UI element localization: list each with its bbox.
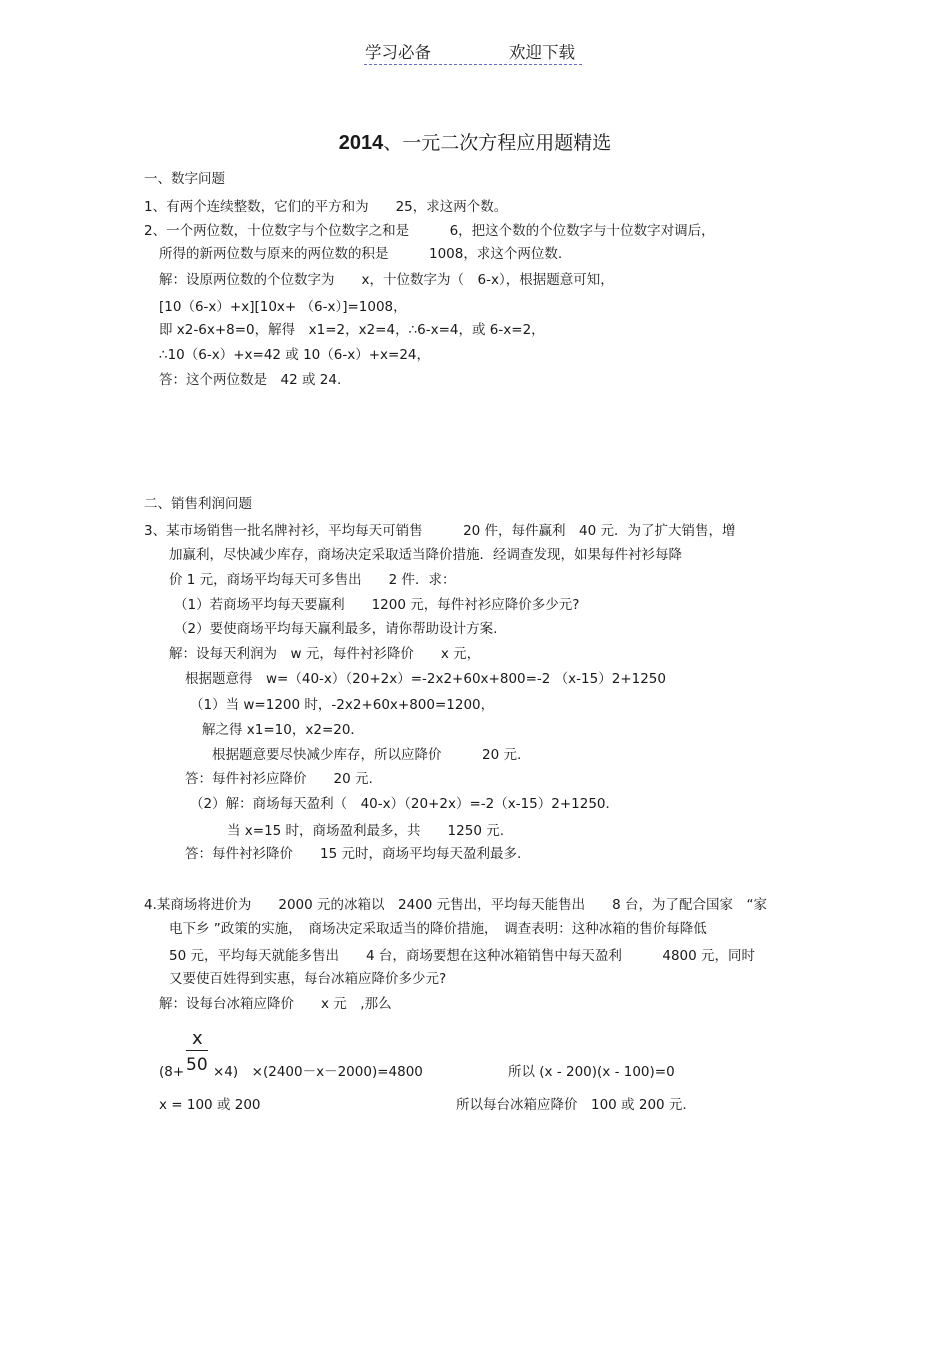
equation-prefix: (8+: [159, 1064, 185, 1080]
solution-line: （1）当 w=1200 时，-2x2+60x+800=1200，: [190, 697, 495, 713]
question-3-line-2: 加赢利，尽快减少库存，商场决定采取适当降价措施．经调查发现，如果每件衬衫每降: [169, 547, 682, 563]
answer-line: 答：每件衬衫降价 15 元时，商场平均每天盈利最多.: [185, 846, 522, 862]
question-3-part-1: （1）若商场平均每天要赢利 1200 元，每件衬衫应降价多少元?: [174, 597, 580, 613]
fraction-denominator: 50: [186, 1055, 208, 1075]
solution-line: 根据题意得 w=（40-x）（20+2x）=-2x2+60x+800=-2 （x-15）2+1250: [185, 671, 666, 687]
question-3-line-3: 价 1 元，商场平均每天可多售出 2 件．求：: [169, 572, 456, 588]
solution-line: ∴10（6-x）+x=42 或 10（6-x）+x=24，: [159, 347, 431, 363]
question-4-line-2: 电下乡 ”政策的实施， 商场决定采取适当的降价措施， 调查表明：这种冰箱的售价每降低: [169, 921, 707, 937]
question-4-line-4: 又要使百姓得到实惠，每台冰箱应降价多少元?: [169, 971, 447, 987]
question-3-part-2: （2）要使商场平均每天赢利最多，请你帮助设计方案.: [174, 621, 498, 637]
question-4-line-1: 4.某商场将进价为 2000 元的冰箱以 2400 元售出，平均每天能售出 8 台，为了配合国家 “家: [144, 897, 768, 913]
question-1: 1、有两个连续整数，它们的平方和为 25，求这两个数。: [144, 199, 508, 215]
solution-line: 根据题意要尽快减少库存，所以应降价 20 元.: [212, 747, 522, 763]
solution-line: （2）解：商场每天盈利（ 40-x）（20+2x）=-2（x-15）2+1250．: [190, 796, 620, 812]
question-4-line-3: 50 元，平均每天就能多售出 4 台，商场要想在这种冰箱销售中每天盈利 4800 元，同时: [169, 948, 755, 964]
result-values: x = 100 或 200: [159, 1097, 261, 1113]
title-year: 2014: [338, 132, 384, 154]
solution-line: 解：设每台冰箱应降价 x 元 ,那么: [159, 996, 392, 1012]
solution-line: [10（6-x）+x][10x+ （6-x）]=1008，: [159, 299, 407, 315]
fraction-numerator: x: [192, 1028, 203, 1049]
header-divider: [364, 64, 582, 65]
header-left: 学习必备: [365, 43, 431, 62]
question-2-line-2: 所得的新两位数与原来的两位数的积是 1008，求这个两位数.: [159, 246, 563, 262]
page-title: [0, 131, 950, 155]
answer-line: 答：每件衬衫应降价 20 元.: [185, 771, 373, 787]
question-2-line-1: 2、一个两位数，十位数字与个位数字之和是 6，把这个数的个位数字与十位数字对调后，: [144, 223, 715, 239]
fraction-bar: [186, 1050, 208, 1051]
solution-line: 当 x=15 时，商场盈利最多，共 1250 元.: [227, 823, 505, 839]
title-text: 、一元二次方程应用题精选: [383, 132, 612, 154]
solution-line: 解之得 x1=10，x2=20．: [202, 722, 364, 738]
solution-line: 解：设每天利润为 w 元，每件衬衫降价 x 元，: [169, 646, 481, 662]
equation-factored: 所以 (x - 200)(x - 100)=0: [508, 1064, 675, 1080]
solution-line: 解：设原两位数的个位数字为 x，十位数字为（ 6-x），根据题意可知，: [159, 272, 614, 288]
header-right: 欢迎下载: [509, 43, 575, 62]
question-3-line-1: 3、某市场销售一批名牌衬衫，平均每天可销售 20 件，每件赢利 40 元．为了扩大销售，增: [144, 523, 736, 539]
section-heading: 二、销售利润问题: [144, 496, 252, 512]
section-heading: 一、数字问题: [144, 171, 225, 187]
answer-line: 答：这个两位数是 42 或 24.: [159, 372, 342, 388]
equation-rest: ×4) ×(2400－x－2000)=4800: [213, 1064, 423, 1080]
solution-line: 即 x2-6x+8=0，解得 x1=2，x2=4，∴6-x=4，或 6-x=2，: [159, 322, 545, 338]
final-answer: 所以每台冰箱应降价 100 或 200 元.: [456, 1097, 687, 1113]
